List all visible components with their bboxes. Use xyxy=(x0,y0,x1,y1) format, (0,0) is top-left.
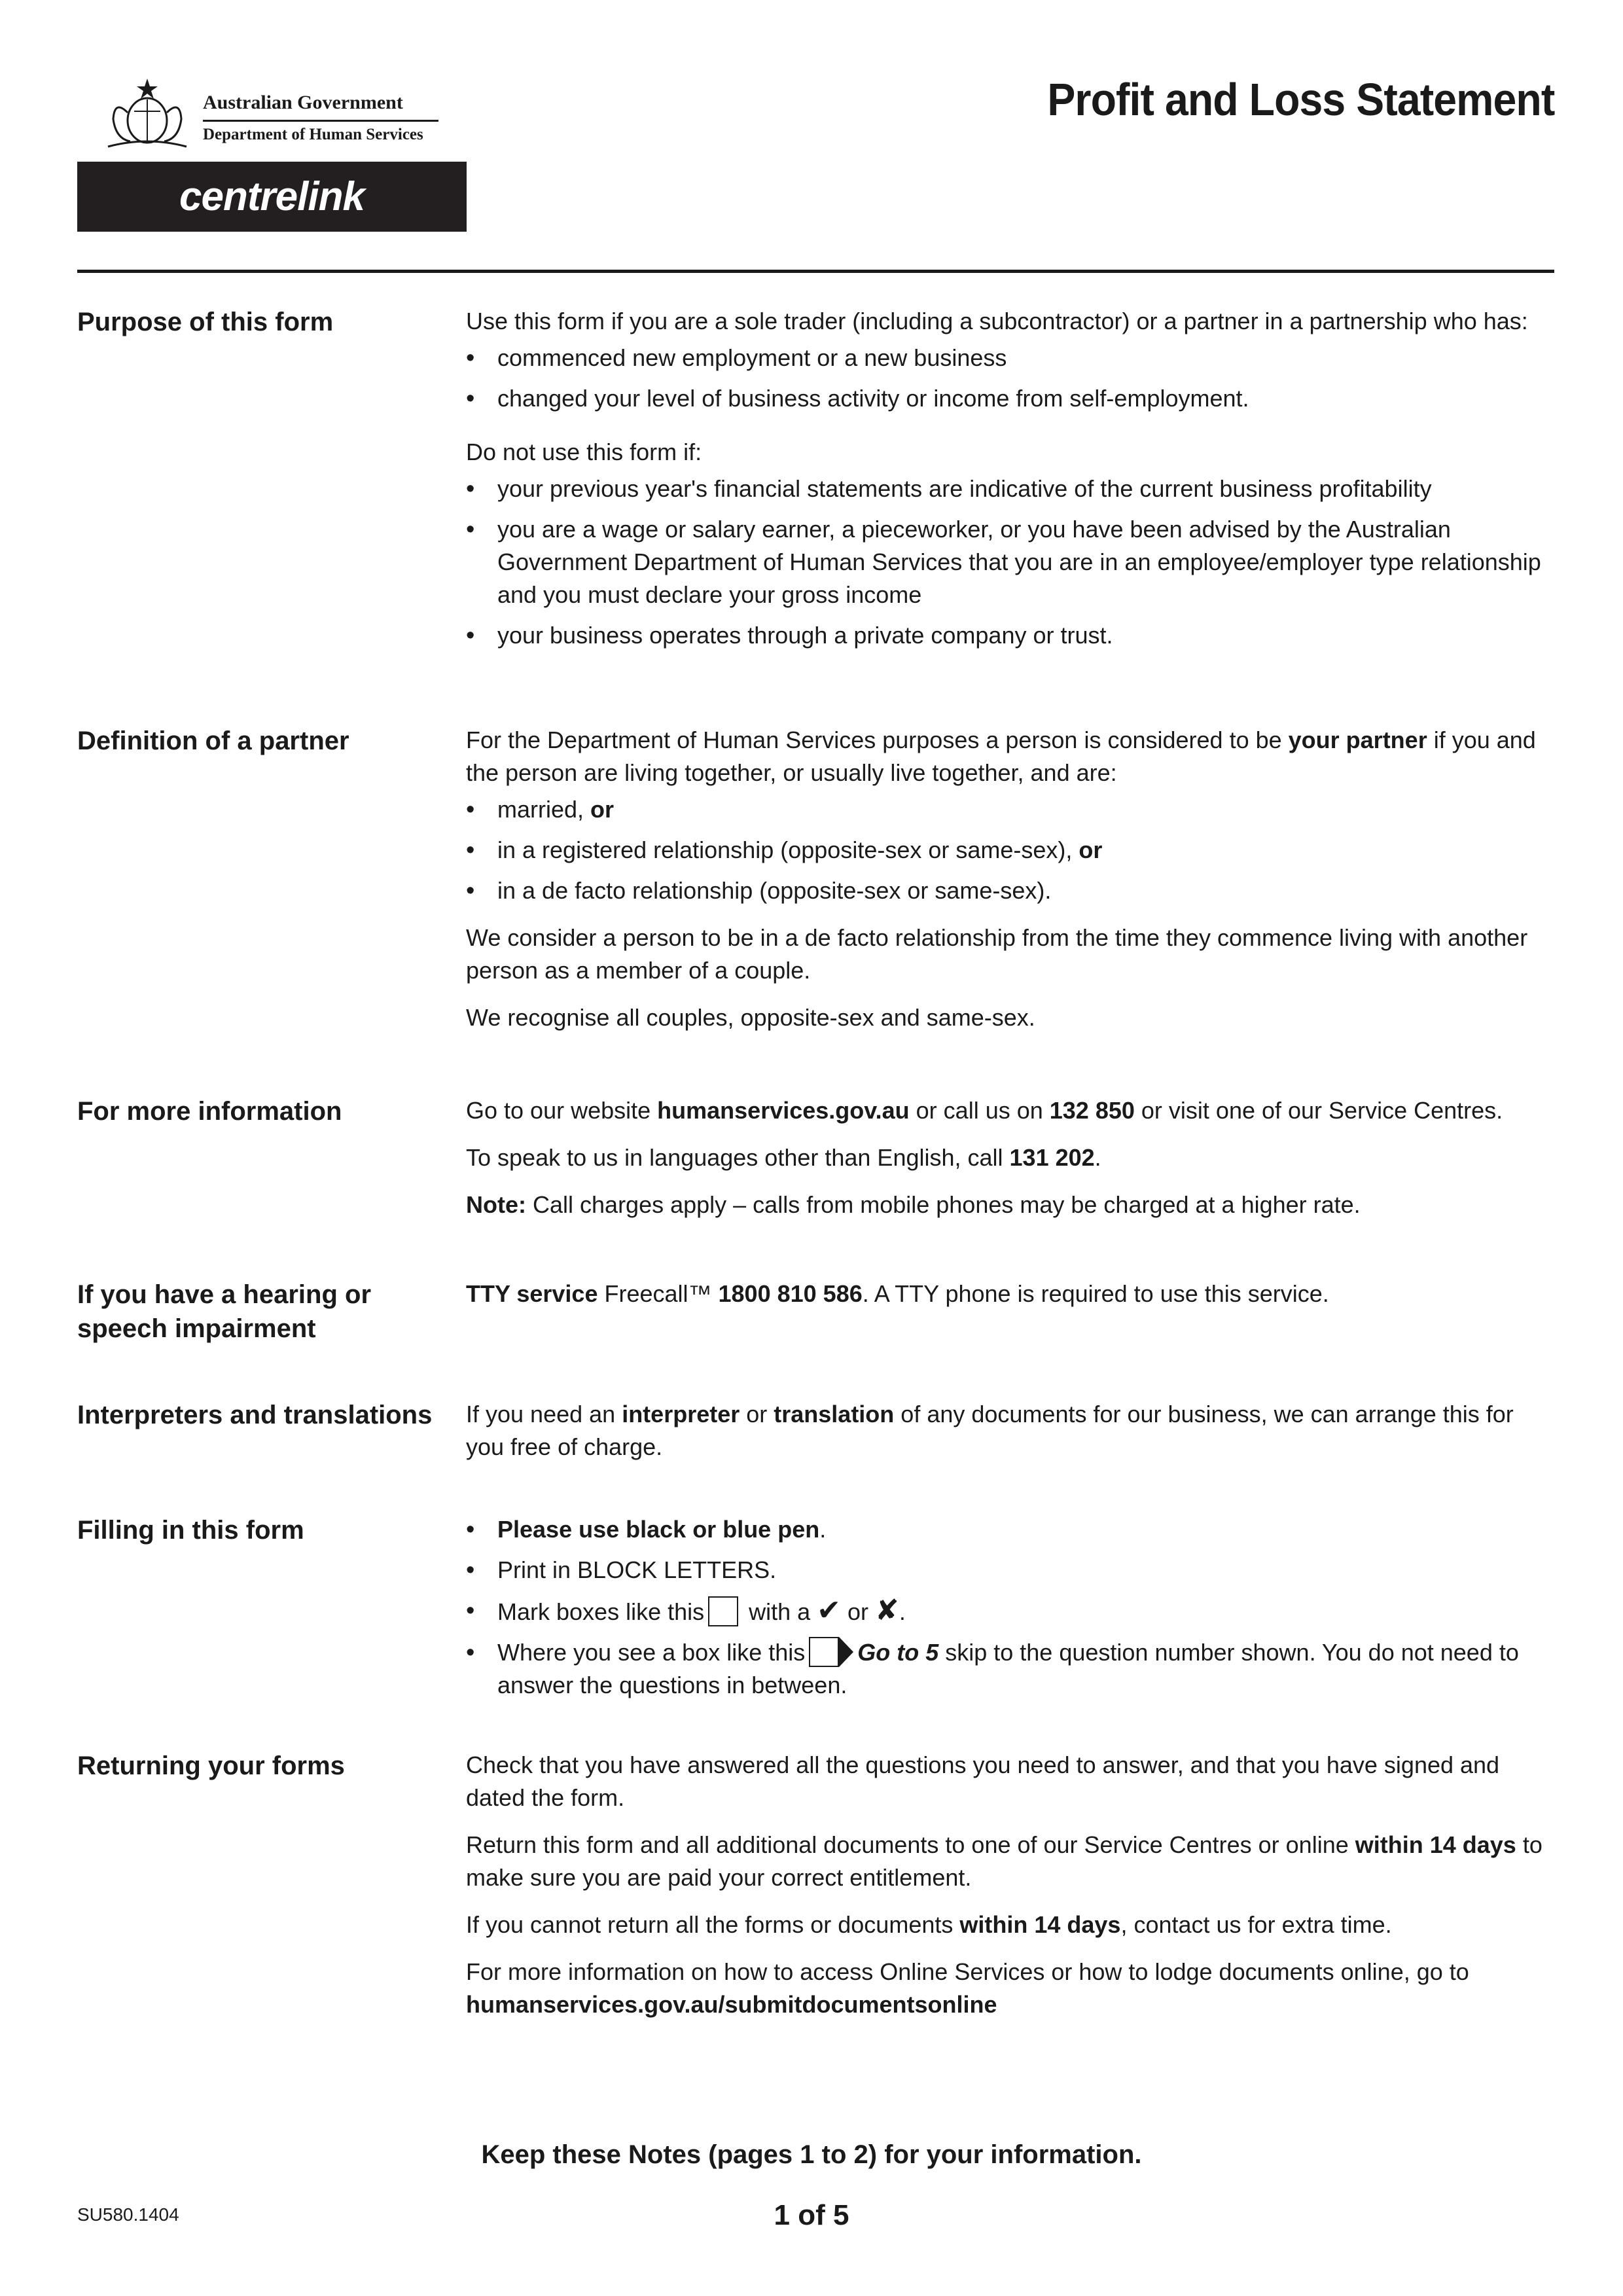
section-body xyxy=(466,1749,1556,2036)
keep-notes-message: Keep these Notes (pages 1 to 2) for your information. xyxy=(481,2140,1142,2169)
section-heading: Purpose of this form xyxy=(77,308,334,336)
cross-icon: ✘ xyxy=(875,1594,899,1626)
phone-number: 131 202 xyxy=(1009,1144,1095,1171)
section-heading: For more information xyxy=(77,1097,342,1126)
example-checkbox xyxy=(708,1596,738,1626)
section-heading: Returning your forms xyxy=(77,1751,345,1780)
goto-arrow-box-icon xyxy=(809,1637,853,1667)
section-body xyxy=(466,1094,1556,1236)
paragraph: If you need an interpreter or translation of any documents for our business, we can arrange this for you free of charge. xyxy=(466,1401,1514,1460)
paragraph: For more information on how to access Online Services or how to lodge documents online, go to humanservices.gov.au/submitdocumentsonline xyxy=(466,1958,1469,2018)
list-item: • you are a wage or salary earner, a pieceworker, or you have been advised by the Australian Government Department of Human Services that you are in an employee/employer type relationship and you must declare your gross income xyxy=(466,513,1556,611)
paragraph: Return this form and all additional documents to one of our Service Centres or online within 14 days to make sure you are paid your correct entitlement. xyxy=(466,1831,1543,1891)
section-heading: Filling in this form xyxy=(77,1516,304,1545)
government-name: Australian Government xyxy=(203,92,403,113)
submit-documents-link[interactable]: humanservices.gov.au/submitdocumentsonline xyxy=(466,1991,997,2018)
section-body xyxy=(466,1398,1556,1478)
bullet-list xyxy=(466,473,1556,652)
note: Note: Call charges apply – calls from mobile phones may be charged at a higher rate. xyxy=(466,1191,1361,1218)
paragraph: For the Department of Human Services purposes a person is considered to be your partner if you and the person are living together, or usually live together, and are: xyxy=(466,726,1536,786)
section-body xyxy=(466,1278,1556,1325)
list-item: • your previous year's financial statements are indicative of the current business profitability xyxy=(466,473,1556,505)
coat-of-arms-icon xyxy=(101,73,193,152)
paragraph: We consider a person to be in a de facto relationship from the time they commence living with another person as a member of a couple. xyxy=(466,924,1528,984)
paragraph: Use this form if you are a sole trader (including a subcontractor) or a partner in a partnership who has: xyxy=(466,308,1528,334)
list-item: • Mark boxes like this with a ✔ or ✘. xyxy=(466,1594,1556,1628)
department-name: Department of Human Services xyxy=(203,126,423,143)
section-body xyxy=(466,724,1556,1049)
bullet-list xyxy=(466,1513,1556,1702)
paragraph: We recognise all couples, opposite-sex and same-sex. xyxy=(466,1004,1035,1031)
form-code: SU580.1404 xyxy=(77,2204,179,2225)
list-item: • married, or xyxy=(466,793,1556,826)
section-body xyxy=(466,305,1556,666)
list-item: • changed your level of business activity or income from self-employment. xyxy=(466,382,1556,415)
paragraph: Go to our website humanservices.gov.au or call us on 132 850 or visit one of our Service Centres. xyxy=(466,1097,1503,1124)
list-item: • your business operates through a private company or trust. xyxy=(466,619,1556,652)
paragraph: To speak to us in languages other than English, call 131 202. xyxy=(466,1144,1101,1171)
section-heading: If you have a hearing or speech impairment xyxy=(77,1280,372,1343)
section-heading: Definition of a partner xyxy=(77,726,349,755)
list-item: • Please use black or blue pen. xyxy=(466,1513,1556,1546)
bullet-list xyxy=(466,342,1556,415)
paragraph: If you cannot return all the forms or documents within 14 days, contact us for extra time. xyxy=(466,1911,1392,1938)
list-item: • Print in BLOCK LETTERS. xyxy=(466,1554,1556,1587)
website-link[interactable]: humanservices.gov.au xyxy=(657,1097,910,1124)
paragraph: Do not use this form if: xyxy=(466,439,702,465)
brand-name: centrelink xyxy=(179,174,365,219)
page-title: Profit and Loss Statement xyxy=(1047,74,1554,125)
phone-number: 1800 810 586 xyxy=(718,1280,863,1307)
divider xyxy=(77,270,1554,273)
centrelink-logo xyxy=(77,162,467,232)
section-body xyxy=(466,1513,1556,1716)
divider xyxy=(203,120,438,122)
list-item: • commenced new employment or a new business xyxy=(466,342,1556,374)
paragraph: Check that you have answered all the questions you need to answer, and that you have signed and dated the form. xyxy=(466,1751,1500,1811)
section-heading: Interpreters and translations xyxy=(77,1401,433,1429)
list-item: • Where you see a box like this Go to 5 skip to the question number shown. You do not need to answer the questions in between. xyxy=(466,1636,1556,1702)
list-item: • in a de facto relationship (opposite-sex or same-sex). xyxy=(466,874,1556,907)
tick-icon: ✔ xyxy=(817,1594,842,1626)
page-number: 1 of 5 xyxy=(774,2199,849,2231)
list-item: • in a registered relationship (opposite-sex or same-sex), or xyxy=(466,834,1556,867)
bullet-list xyxy=(466,793,1556,907)
paragraph: TTY service Freecall™ 1800 810 586. A TTY phone is required to use this service. xyxy=(466,1280,1329,1307)
phone-number: 132 850 xyxy=(1049,1097,1135,1124)
